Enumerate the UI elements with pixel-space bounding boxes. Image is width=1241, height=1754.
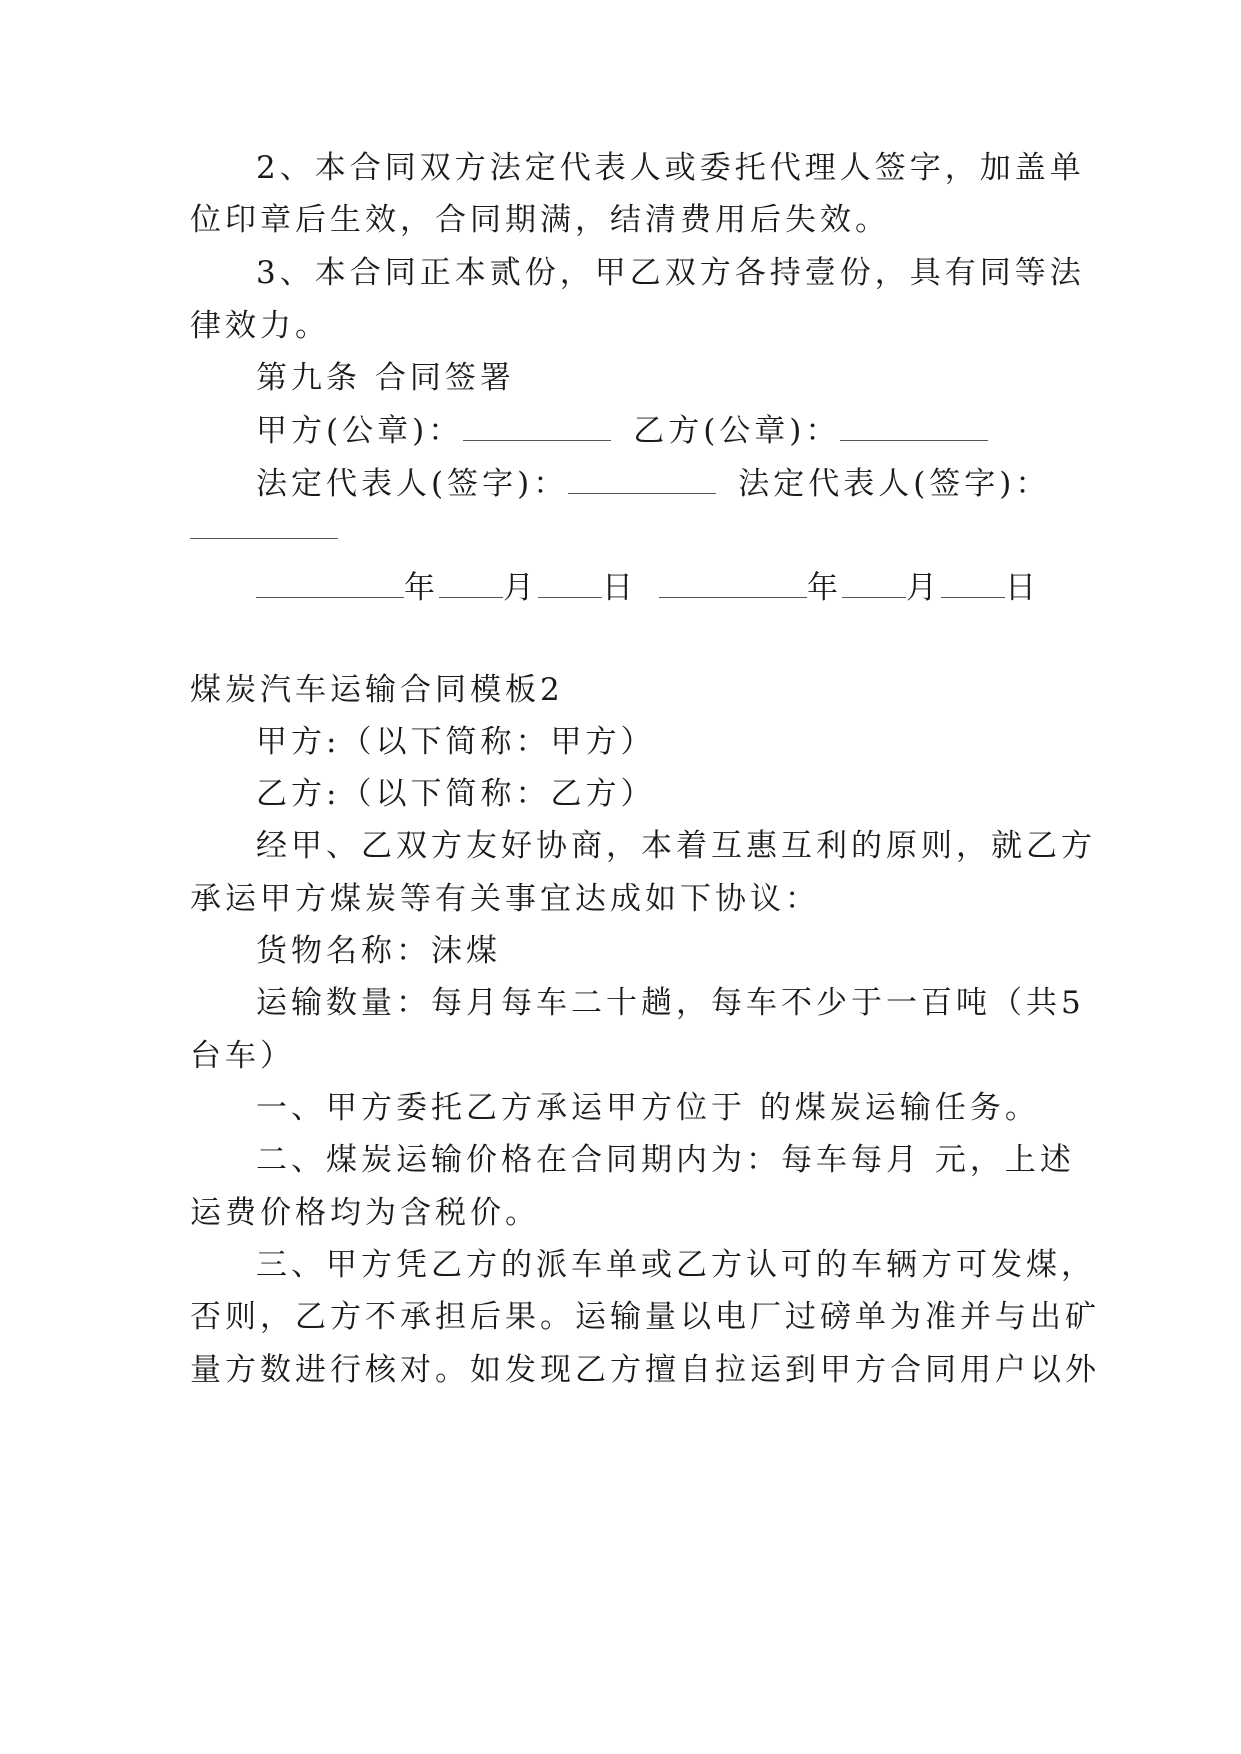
- article-9-heading: 第九条 合同签署: [256, 360, 515, 396]
- date-b-day: 日: [1005, 570, 1040, 606]
- date-b-day-blank: [941, 567, 1005, 598]
- party-b-seal-blank: [840, 410, 988, 441]
- legal-rep-b-label: 法定代表人(签字)：: [738, 466, 1051, 502]
- party-a: 甲方:（以下简称：甲方）: [256, 724, 656, 760]
- template-title: 煤炭汽车运输合同模板2: [190, 672, 564, 708]
- date-b-month: 月: [906, 570, 941, 606]
- date-line: [256, 567, 1040, 608]
- date-b-year: 年: [807, 570, 842, 606]
- para-3-line1: 3、本合同正本贰份，甲乙双方各持壹份，具有同等法: [256, 255, 1085, 291]
- para-3-line2: 律效力。: [190, 308, 330, 344]
- date-a-month-blank: [439, 567, 503, 598]
- goods-name: 货物名称：沫煤: [256, 933, 501, 969]
- clause-3-line1: 三、甲方凭乙方的派车单或乙方认可的车辆方可发煤，: [256, 1247, 1096, 1283]
- party-a-seal-blank: [463, 410, 611, 441]
- legal-rep-a-blank: [568, 463, 716, 494]
- date-a-month: 月: [503, 570, 538, 606]
- date-a-day-blank: [538, 567, 602, 598]
- clause-1: 一、甲方委托乙方承运甲方位于 的煤炭运输任务。: [256, 1090, 1040, 1126]
- legal-rep-b-blank: [190, 508, 338, 539]
- date-a-year: 年: [404, 570, 439, 606]
- legal-rep-line: [256, 463, 1050, 504]
- legal-rep-a-label: 法定代表人(签字)：: [256, 466, 569, 502]
- quantity-line2: 台车）: [190, 1038, 295, 1074]
- clause-2-line1: 二、煤炭运输价格在合同期内为：每车每月 元，上述: [256, 1142, 1075, 1178]
- party-a-seal-label: 甲方(公章)：: [256, 413, 464, 449]
- date-a-year-blank: [256, 567, 404, 598]
- legal-rep-b-blank-line: [190, 508, 338, 549]
- clause-3-line2: 否则，乙方不承担后果。运输量以电厂过磅单为准并与出矿: [190, 1299, 1100, 1335]
- para-2-line1: 2、本合同双方法定代表人或委托代理人签字，加盖单: [256, 150, 1085, 186]
- clause-3-line3: 量方数进行核对。如发现乙方擅自拉运到甲方合同用户以外: [190, 1352, 1100, 1388]
- clause-2-line2: 运费价格均为含税价。: [190, 1195, 540, 1231]
- date-b-year-blank: [659, 567, 807, 598]
- intro-line2: 承运甲方煤炭等有关事宜达成如下协议：: [190, 881, 820, 917]
- intro-line1: 经甲、乙双方友好协商，本着互惠互利的原则，就乙方: [256, 828, 1096, 864]
- date-b-month-blank: [842, 567, 906, 598]
- document-page: [190, 0, 1100, 1754]
- date-a-day: 日: [602, 570, 637, 606]
- party-b: 乙方:（以下简称：乙方）: [256, 776, 656, 812]
- quantity-line1: 运输数量：每月每车二十趟，每车不少于一百吨（共5: [256, 985, 1085, 1021]
- seal-line: [256, 410, 988, 451]
- party-b-seal-label: 乙方(公章)：: [633, 413, 841, 449]
- para-2-line2: 位印章后生效，合同期满，结清费用后失效。: [190, 202, 890, 238]
